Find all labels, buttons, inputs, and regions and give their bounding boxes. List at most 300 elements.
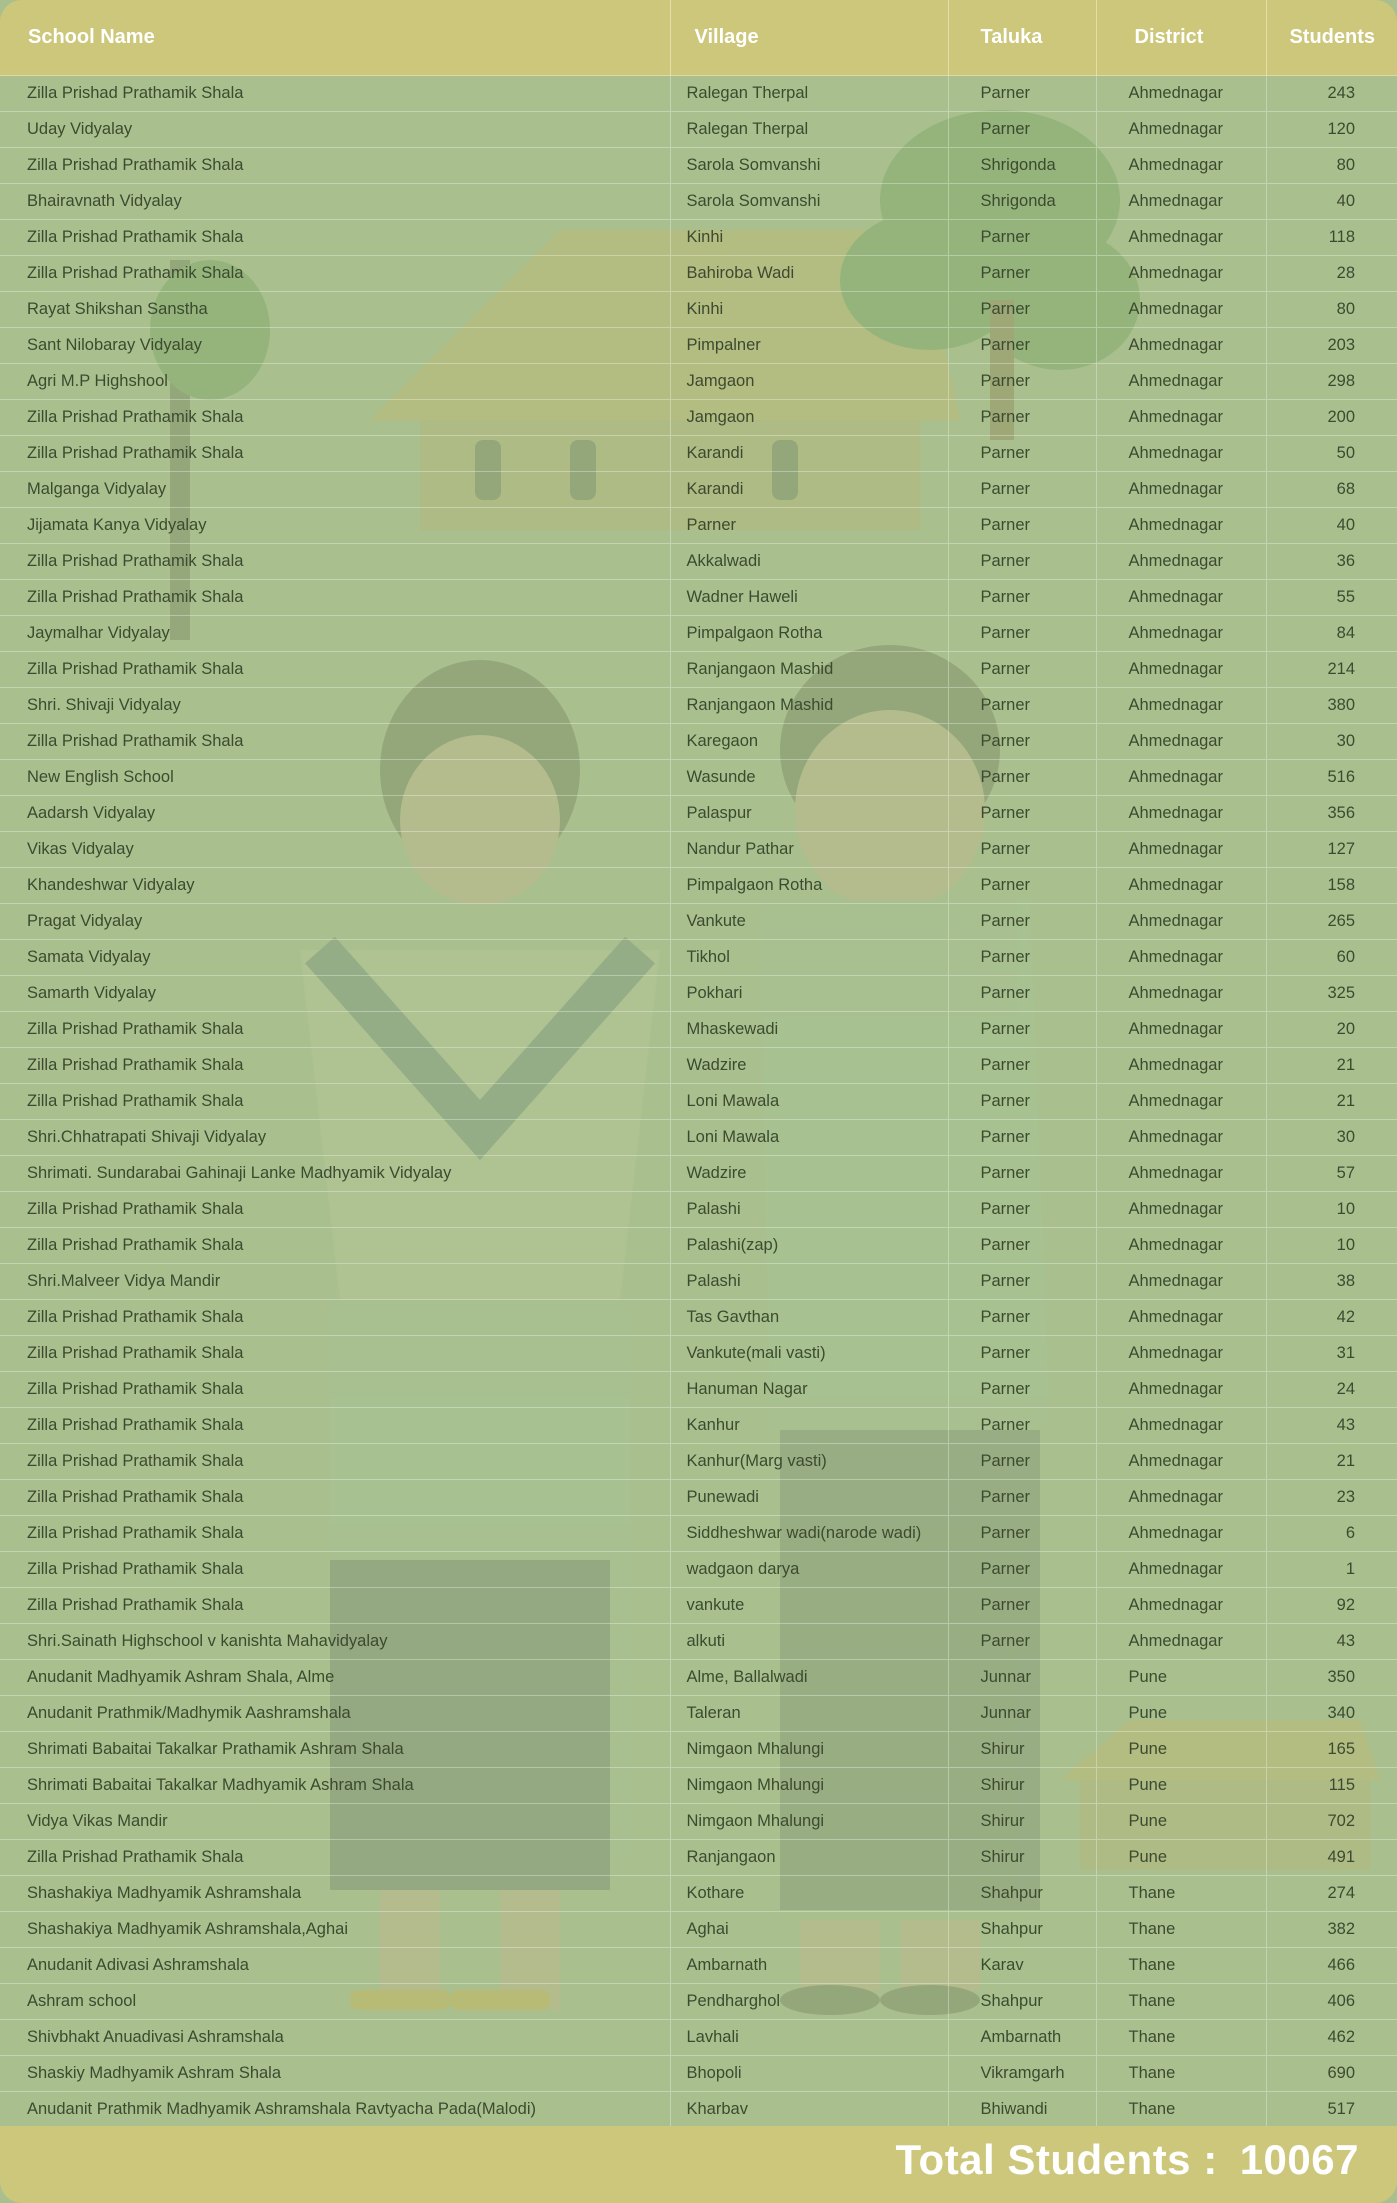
village-cell: wadgaon darya [670,1552,948,1588]
village-cell: Ambarnath [670,1948,948,1984]
village-cell: Pokhari [670,976,948,1012]
school-name-cell: Samata Vidyalay [0,940,670,976]
village-cell: Pimpalgaon Rotha [670,868,948,904]
table-row[interactable] [0,2056,1397,2092]
village-cell: Ranjangaon Mashid [670,652,948,688]
table-row[interactable] [0,2020,1397,2056]
students-cell: 350 [1266,1660,1397,1696]
village-cell: Ranjangaon Mashid [670,688,948,724]
village-cell: Parner [670,508,948,544]
village-cell: Punewadi [670,1480,948,1516]
district-cell: Ahmednagar [1096,724,1266,760]
table-row[interactable] [0,940,1397,976]
village-cell: Palaspur [670,796,948,832]
students-cell: 382 [1266,1912,1397,1948]
students-cell: 80 [1266,292,1397,328]
students-cell: 21 [1266,1444,1397,1480]
table-row[interactable] [0,292,1397,328]
school-name-cell: Zilla Prishad Prathamik Shala [0,1336,670,1372]
table-row[interactable] [0,1120,1397,1156]
students-cell: 356 [1266,796,1397,832]
school-name-cell: Shrimati Babaitai Takalkar Madhyamik Ashram Shala [0,1768,670,1804]
taluka-cell: Parner [948,436,1096,472]
students-cell: 92 [1266,1588,1397,1624]
taluka-cell: Parner [948,220,1096,256]
school-name-cell: Zilla Prishad Prathamik Shala [0,580,670,616]
district-cell: Ahmednagar [1096,256,1266,292]
total-label: Total Students : [895,2136,1218,2183]
district-cell: Pune [1096,1696,1266,1732]
district-cell: Ahmednagar [1096,1552,1266,1588]
district-cell: Ahmednagar [1096,976,1266,1012]
taluka-cell: Parner [948,1624,1096,1660]
taluka-cell: Shrigonda [948,148,1096,184]
school-name-cell: Shivbhakt Anuadivasi Ashramshala [0,2020,670,2056]
students-cell: 115 [1266,1768,1397,1804]
village-cell: Alme, Ballalwadi [670,1660,948,1696]
table-row[interactable] [0,1732,1397,1768]
taluka-cell: Parner [948,1192,1096,1228]
school-name-cell: Ashram school [0,1984,670,2020]
taluka-cell: Vikramgarh [948,2056,1096,2092]
column-header-village[interactable]: Village [670,0,948,76]
village-cell: Mhaskewadi [670,1012,948,1048]
table-row[interactable] [0,1588,1397,1624]
students-cell: 214 [1266,652,1397,688]
table-row[interactable] [0,184,1397,220]
table-row[interactable] [0,1804,1397,1840]
district-cell: Ahmednagar [1096,1084,1266,1120]
taluka-cell: Shirur [948,1732,1096,1768]
students-cell: 38 [1266,1264,1397,1300]
column-header-taluka[interactable]: Taluka [948,0,1096,76]
table-row[interactable] [0,1048,1397,1084]
students-cell: 118 [1266,220,1397,256]
students-cell: 466 [1266,1948,1397,1984]
district-cell: Ahmednagar [1096,184,1266,220]
district-cell: Ahmednagar [1096,148,1266,184]
taluka-cell: Shahpur [948,1912,1096,1948]
students-cell: 20 [1266,1012,1397,1048]
table-row[interactable] [0,1264,1397,1300]
village-cell: Nimgaon Mhalungi [670,1732,948,1768]
students-cell: 491 [1266,1840,1397,1876]
village-cell: Ranjangaon [670,1840,948,1876]
school-name-cell: Zilla Prishad Prathamik Shala [0,1588,670,1624]
table-row[interactable] [0,1984,1397,2020]
village-cell: Nimgaon Mhalungi [670,1804,948,1840]
taluka-cell: Parner [948,76,1096,112]
village-cell: vankute [670,1588,948,1624]
students-cell: 30 [1266,724,1397,760]
table-row[interactable] [0,868,1397,904]
table-header [0,0,1397,76]
district-cell: Pune [1096,1840,1266,1876]
students-cell: 10 [1266,1192,1397,1228]
village-cell: Karandi [670,436,948,472]
students-cell: 127 [1266,832,1397,868]
village-cell: Ralegan Therpal [670,112,948,148]
village-cell: Taleran [670,1696,948,1732]
total-footer [0,2126,1397,2203]
village-cell: Karandi [670,472,948,508]
taluka-cell: Parner [948,1156,1096,1192]
table-row[interactable] [0,976,1397,1012]
village-cell: Kinhi [670,220,948,256]
students-cell: 165 [1266,1732,1397,1768]
school-name-cell: Bhairavnath Vidyalay [0,184,670,220]
school-name-cell: Pragat Vidyalay [0,904,670,940]
taluka-cell: Parner [948,1444,1096,1480]
table-row[interactable] [0,220,1397,256]
school-name-cell: Khandeshwar Vidyalay [0,868,670,904]
taluka-cell: Junnar [948,1696,1096,1732]
students-cell: 57 [1266,1156,1397,1192]
village-cell: Lavhali [670,2020,948,2056]
table-row[interactable] [0,616,1397,652]
students-cell: 462 [1266,2020,1397,2056]
table-row[interactable] [0,796,1397,832]
district-cell: Ahmednagar [1096,1624,1266,1660]
village-cell: Ralegan Therpal [670,76,948,112]
school-name-cell: Shaskiy Madhyamik Ashram Shala [0,2056,670,2092]
district-cell: Ahmednagar [1096,220,1266,256]
table-row[interactable] [0,112,1397,148]
table-row[interactable] [0,1192,1397,1228]
district-cell: Ahmednagar [1096,292,1266,328]
table-row[interactable] [0,1012,1397,1048]
students-cell: 31 [1266,1336,1397,1372]
district-cell: Ahmednagar [1096,1300,1266,1336]
taluka-cell: Parner [948,1408,1096,1444]
village-cell: Wadner Haweli [670,580,948,616]
table-row[interactable] [0,2092,1397,2128]
students-cell: 60 [1266,940,1397,976]
table-row[interactable] [0,1912,1397,1948]
village-cell: Kanhur [670,1408,948,1444]
table-row[interactable] [0,580,1397,616]
total-students [896,2136,1360,2184]
taluka-cell: Parner [948,724,1096,760]
school-name-cell: Zilla Prishad Prathamik Shala [0,76,670,112]
village-cell: Hanuman Nagar [670,1372,948,1408]
table-row[interactable] [0,364,1397,400]
taluka-cell: Parner [948,544,1096,580]
school-name-cell: Rayat Shikshan Sanstha [0,292,670,328]
students-cell: 120 [1266,112,1397,148]
school-name-cell: Vikas Vidyalay [0,832,670,868]
table-row[interactable] [0,1516,1397,1552]
students-cell: 325 [1266,976,1397,1012]
taluka-cell: Shahpur [948,1984,1096,2020]
taluka-cell: Ambarnath [948,2020,1096,2056]
column-header-school-name[interactable]: School Name [0,0,670,76]
district-cell: Ahmednagar [1096,436,1266,472]
taluka-cell: Parner [948,472,1096,508]
taluka-cell: Parner [948,904,1096,940]
school-name-cell: Vidya Vikas Mandir [0,1804,670,1840]
table-row[interactable] [0,1408,1397,1444]
table-body [0,76,1397,2128]
school-name-cell: Zilla Prishad Prathamik Shala [0,148,670,184]
taluka-cell: Parner [948,796,1096,832]
district-cell: Ahmednagar [1096,1588,1266,1624]
table-row[interactable] [0,328,1397,364]
taluka-cell: Parner [948,1552,1096,1588]
taluka-cell: Parner [948,1264,1096,1300]
students-cell: 40 [1266,184,1397,220]
table-row[interactable] [0,1480,1397,1516]
taluka-cell: Parner [948,1516,1096,1552]
taluka-cell: Parner [948,400,1096,436]
table-row[interactable] [0,760,1397,796]
taluka-cell: Junnar [948,1660,1096,1696]
students-cell: 30 [1266,1120,1397,1156]
district-cell: Thane [1096,2020,1266,2056]
district-cell: Thane [1096,2092,1266,2128]
village-cell: Kothare [670,1876,948,1912]
students-cell: 1 [1266,1552,1397,1588]
taluka-cell: Parner [948,832,1096,868]
school-name-cell: Agri M.P Highshool [0,364,670,400]
village-cell: Sarola Somvanshi [670,148,948,184]
table-row[interactable] [0,508,1397,544]
school-name-cell: Shri. Shivaji Vidyalay [0,688,670,724]
students-cell: 158 [1266,868,1397,904]
table-row[interactable] [0,1660,1397,1696]
taluka-cell: Shirur [948,1768,1096,1804]
village-cell: Siddheshwar wadi(narode wadi) [670,1516,948,1552]
table-row[interactable] [0,1768,1397,1804]
table-row[interactable] [0,1444,1397,1480]
village-cell: Pendharghol [670,1984,948,2020]
district-cell: Ahmednagar [1096,1048,1266,1084]
students-cell: 43 [1266,1408,1397,1444]
school-name-cell: Uday Vidyalay [0,112,670,148]
table-row[interactable] [0,1372,1397,1408]
taluka-cell: Parner [948,292,1096,328]
taluka-cell: Parner [948,616,1096,652]
total-value: 10067 [1239,2136,1359,2183]
district-cell: Ahmednagar [1096,1516,1266,1552]
table-row[interactable] [0,76,1397,112]
district-cell: Ahmednagar [1096,652,1266,688]
students-cell: 10 [1266,1228,1397,1264]
table-row[interactable] [0,1624,1397,1660]
village-cell: Nandur Pathar [670,832,948,868]
table-row[interactable] [0,472,1397,508]
district-cell: Ahmednagar [1096,1480,1266,1516]
students-cell: 265 [1266,904,1397,940]
school-name-cell: Zilla Prishad Prathamik Shala [0,652,670,688]
students-cell: 43 [1266,1624,1397,1660]
students-cell: 203 [1266,328,1397,364]
school-name-cell: Anudanit Madhyamik Ashram Shala, Alme [0,1660,670,1696]
district-cell: Pune [1096,1804,1266,1840]
column-header-students[interactable]: Students [1266,0,1397,76]
table-row[interactable] [0,1084,1397,1120]
taluka-cell: Shahpur [948,1876,1096,1912]
district-cell: Ahmednagar [1096,796,1266,832]
village-cell: Bahiroba Wadi [670,256,948,292]
district-cell: Ahmednagar [1096,1264,1266,1300]
table-row[interactable] [0,1228,1397,1264]
table-row[interactable] [0,724,1397,760]
school-name-cell: Shri.Malveer Vidya Mandir [0,1264,670,1300]
students-cell: 84 [1266,616,1397,652]
taluka-cell: Parner [948,580,1096,616]
taluka-cell: Shrigonda [948,184,1096,220]
district-cell: Ahmednagar [1096,1408,1266,1444]
school-name-cell: New English School [0,760,670,796]
students-cell: 68 [1266,472,1397,508]
column-header-district[interactable]: District [1096,0,1266,76]
village-cell: alkuti [670,1624,948,1660]
school-name-cell: Aadarsh Vidyalay [0,796,670,832]
district-cell: Ahmednagar [1096,1372,1266,1408]
students-cell: 36 [1266,544,1397,580]
table-row[interactable] [0,1156,1397,1192]
village-cell: Jamgaon [670,400,948,436]
school-name-cell: Shrimati Babaitai Takalkar Prathamik Ashram Shala [0,1732,670,1768]
school-name-cell: Zilla Prishad Prathamik Shala [0,1048,670,1084]
village-cell: Kinhi [670,292,948,328]
students-cell: 690 [1266,2056,1397,2092]
table-row[interactable] [0,1552,1397,1588]
students-cell: 380 [1266,688,1397,724]
taluka-cell: Parner [948,1300,1096,1336]
village-cell: Loni Mawala [670,1084,948,1120]
taluka-cell: Parner [948,1012,1096,1048]
district-cell: Ahmednagar [1096,904,1266,940]
school-name-cell: Zilla Prishad Prathamik Shala [0,1840,670,1876]
district-cell: Pune [1096,1660,1266,1696]
header-row [0,0,1397,76]
table-row[interactable] [0,1948,1397,1984]
school-name-cell: Anudanit Prathmik Madhyamik Ashramshala Ravtyacha Pada(Malodi) [0,2092,670,2128]
taluka-cell: Shirur [948,1840,1096,1876]
district-cell: Ahmednagar [1096,544,1266,580]
school-name-cell: Zilla Prishad Prathamik Shala [0,436,670,472]
table-row[interactable] [0,688,1397,724]
table-row[interactable] [0,1696,1397,1732]
village-cell: Nimgaon Mhalungi [670,1768,948,1804]
students-cell: 702 [1266,1804,1397,1840]
table-row[interactable] [0,1840,1397,1876]
village-cell: Vankute(mali vasti) [670,1336,948,1372]
school-name-cell: Shrimati. Sundarabai Gahinaji Lanke Madhyamik Vidyalay [0,1156,670,1192]
students-cell: 55 [1266,580,1397,616]
district-cell: Thane [1096,1984,1266,2020]
taluka-cell: Parner [948,1588,1096,1624]
taluka-cell: Parner [948,1228,1096,1264]
district-cell: Thane [1096,1912,1266,1948]
district-cell: Thane [1096,1948,1266,1984]
taluka-cell: Parner [948,1336,1096,1372]
taluka-cell: Parner [948,508,1096,544]
district-cell: Ahmednagar [1096,364,1266,400]
table-row[interactable] [0,400,1397,436]
taluka-cell: Parner [948,256,1096,292]
students-cell: 340 [1266,1696,1397,1732]
village-cell: Aghai [670,1912,948,1948]
district-cell: Ahmednagar [1096,1336,1266,1372]
taluka-cell: Shirur [948,1804,1096,1840]
school-name-cell: Zilla Prishad Prathamik Shala [0,1444,670,1480]
table-row[interactable] [0,436,1397,472]
table-row[interactable] [0,652,1397,688]
table-row[interactable] [0,148,1397,184]
students-cell: 50 [1266,436,1397,472]
taluka-cell: Parner [948,1084,1096,1120]
school-name-cell: Malganga Vidyalay [0,472,670,508]
school-name-cell: Anudanit Prathmik/Madhymik Aashramshala [0,1696,670,1732]
village-cell: Vankute [670,904,948,940]
village-cell: Kanhur(Marg vasti) [670,1444,948,1480]
district-cell: Thane [1096,2056,1266,2092]
district-cell: Ahmednagar [1096,832,1266,868]
table-row[interactable] [0,832,1397,868]
students-cell: 6 [1266,1516,1397,1552]
taluka-cell: Karav [948,1948,1096,1984]
school-name-cell: Jaymalhar Vidyalay [0,616,670,652]
district-cell: Ahmednagar [1096,940,1266,976]
taluka-cell: Parner [948,1372,1096,1408]
table-row[interactable] [0,904,1397,940]
village-cell: Tikhol [670,940,948,976]
students-cell: 516 [1266,760,1397,796]
taluka-cell: Bhiwandi [948,2092,1096,2128]
district-cell: Ahmednagar [1096,580,1266,616]
table-row[interactable] [0,256,1397,292]
village-cell: Sarola Somvanshi [670,184,948,220]
village-cell: Palashi [670,1264,948,1300]
students-cell: 23 [1266,1480,1397,1516]
village-cell: Loni Mawala [670,1120,948,1156]
school-name-cell: Zilla Prishad Prathamik Shala [0,544,670,580]
school-name-cell: Samarth Vidyalay [0,976,670,1012]
district-cell: Ahmednagar [1096,472,1266,508]
village-cell: Karegaon [670,724,948,760]
district-cell: Ahmednagar [1096,508,1266,544]
students-cell: 24 [1266,1372,1397,1408]
village-cell: Bhopoli [670,2056,948,2092]
school-name-cell: Zilla Prishad Prathamik Shala [0,1408,670,1444]
students-cell: 274 [1266,1876,1397,1912]
table-row[interactable] [0,544,1397,580]
school-name-cell: Shashakiya Madhyamik Ashramshala [0,1876,670,1912]
taluka-cell: Parner [948,1480,1096,1516]
students-cell: 298 [1266,364,1397,400]
students-cell: 21 [1266,1048,1397,1084]
district-cell: Thane [1096,1876,1266,1912]
table-row[interactable] [0,1300,1397,1336]
students-cell: 40 [1266,508,1397,544]
school-name-cell: Zilla Prishad Prathamik Shala [0,1012,670,1048]
school-name-cell: Zilla Prishad Prathamik Shala [0,1480,670,1516]
district-cell: Pune [1096,1732,1266,1768]
district-cell: Ahmednagar [1096,688,1266,724]
table-row[interactable] [0,1336,1397,1372]
table-row[interactable] [0,1876,1397,1912]
district-cell: Ahmednagar [1096,400,1266,436]
students-cell: 42 [1266,1300,1397,1336]
district-cell: Ahmednagar [1096,328,1266,364]
taluka-cell: Parner [948,688,1096,724]
school-name-cell: Zilla Prishad Prathamik Shala [0,1192,670,1228]
students-cell: 28 [1266,256,1397,292]
students-cell: 200 [1266,400,1397,436]
